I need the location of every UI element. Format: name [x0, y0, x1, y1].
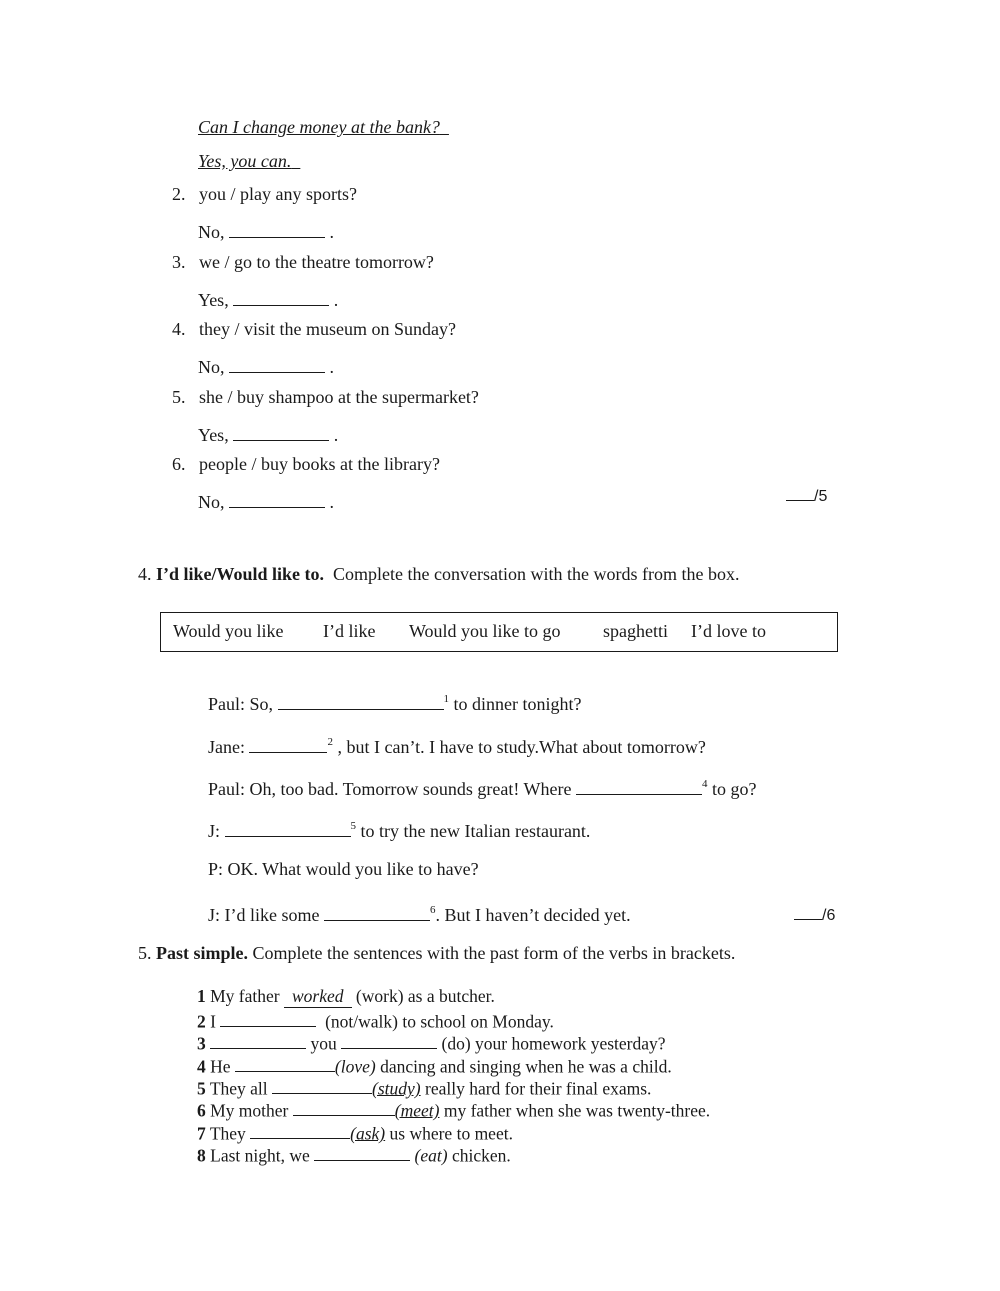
- verb-blank[interactable]: [220, 1008, 316, 1027]
- example-answer-worked: worked: [284, 986, 352, 1008]
- dialogue-blank[interactable]: [225, 817, 351, 837]
- word-box-item: Would you like: [173, 621, 284, 641]
- dialogue-blank[interactable]: [576, 775, 702, 795]
- item-prompt: we / go to the theatre tomorrow?: [199, 252, 434, 272]
- word-box-item: spaghetti: [603, 621, 668, 641]
- word-box-item: I’d like: [323, 621, 376, 641]
- answer-blank[interactable]: [229, 218, 325, 238]
- sentence-item-2: 2 I (not/walk) to school on Monday.: [197, 1008, 554, 1032]
- dialogue-line-5: P: OK. What would you like to have?: [208, 859, 479, 879]
- question-item-3: [172, 252, 434, 273]
- answer-blank[interactable]: [229, 488, 325, 508]
- ex5-title: Past simple.: [156, 943, 248, 963]
- item-number: 4.: [172, 319, 186, 339]
- sentence-item-7: 7 They (ask) us where to meet.: [197, 1120, 513, 1144]
- dialogue-blank[interactable]: [249, 733, 327, 753]
- question-item-2: [172, 184, 357, 205]
- item-prompt: people / buy books at the library?: [199, 454, 440, 474]
- dialogue-line-2: Jane: $^2$ , but I can’t. I have to study.What about tomorrow?: [208, 733, 706, 758]
- dialogue-line-1: Paul: So, $^1$ to dinner tonight?: [208, 690, 582, 715]
- ex4-instruction: Complete the conversation with the words from the box.: [333, 564, 740, 584]
- answer-line-3: Yes, .: [198, 286, 338, 311]
- score-ex4: /6: [794, 902, 835, 925]
- score-blank[interactable]: [794, 902, 822, 920]
- dialogue-line-6: J: I’d like some $^6$. But I haven’t decided yet.: [208, 901, 631, 926]
- score-ex3: /5: [786, 483, 827, 506]
- verb-blank[interactable]: [210, 1030, 306, 1049]
- ex4-heading: [138, 564, 739, 585]
- example-question: Can I change money at the bank?: [198, 117, 440, 137]
- item-prompt: you / play any sports?: [199, 184, 357, 204]
- answer-blank[interactable]: [233, 286, 329, 306]
- sentence-item-6: 6 My mother (meet) my father when she was twenty-three.: [197, 1097, 710, 1121]
- verb-blank[interactable]: [293, 1097, 395, 1116]
- ex5-instruction: Complete the sentences with the past form of the verbs in brackets.: [252, 943, 736, 963]
- example-answer: Yes, you can.: [198, 151, 292, 171]
- verb-blank[interactable]: [314, 1142, 410, 1161]
- dialogue-blank[interactable]: [324, 901, 430, 921]
- verb-blank[interactable]: [235, 1053, 335, 1072]
- question-item-6: [172, 454, 440, 475]
- item-number: 3.: [172, 252, 186, 272]
- verb-blank[interactable]: [341, 1030, 437, 1049]
- dialogue-line-4: J: $^5$ to try the new Italian restaurant.: [208, 817, 590, 842]
- word-box-item: I’d love to: [691, 621, 766, 641]
- dialogue-line-3: Paul: Oh, too bad. Tomorrow sounds great! Where $^4$ to go?: [208, 775, 757, 800]
- question-item-5: [172, 387, 479, 408]
- question-item-4: [172, 319, 456, 340]
- sentence-item-3: 3 you (do) your homework yesterday?: [197, 1030, 666, 1054]
- verb-blank[interactable]: [272, 1075, 372, 1094]
- answer-blank[interactable]: [233, 421, 329, 441]
- word-box-item: Would you like to go: [409, 621, 561, 641]
- sentence-item-4: 4 He (love) dancing and singing when he was a child.: [197, 1053, 672, 1077]
- item-number: 6.: [172, 454, 186, 474]
- answer-line-6: No, .: [198, 488, 334, 513]
- ex5-number: 5.: [138, 943, 152, 963]
- item-prompt: she / buy shampoo at the supermarket?: [199, 387, 479, 407]
- ex4-number: 4.: [138, 564, 152, 584]
- verb-blank[interactable]: [250, 1120, 350, 1139]
- dialogue-blank[interactable]: [278, 690, 444, 710]
- word-box: [160, 612, 838, 652]
- ex4-title: I’d like/Would like to.: [156, 564, 325, 584]
- sentence-item-5: 5 They all (study) really hard for their final exams.: [197, 1075, 651, 1099]
- answer-line-4: No, .: [198, 353, 334, 378]
- item-number: 2.: [172, 184, 186, 204]
- sentence-item-8: 8 Last night, we (eat) chicken.: [197, 1142, 511, 1166]
- answer-line-2: No, .: [198, 218, 334, 243]
- item-prompt: they / visit the museum on Sunday?: [199, 319, 456, 339]
- score-blank[interactable]: [786, 483, 814, 501]
- sentence-item-1: 1 My father worked (work) as a butcher.: [197, 986, 495, 1006]
- answer-blank[interactable]: [229, 353, 325, 373]
- ex5-heading: [138, 943, 735, 964]
- item-number: 5.: [172, 387, 186, 407]
- answer-line-5: Yes, .: [198, 421, 338, 446]
